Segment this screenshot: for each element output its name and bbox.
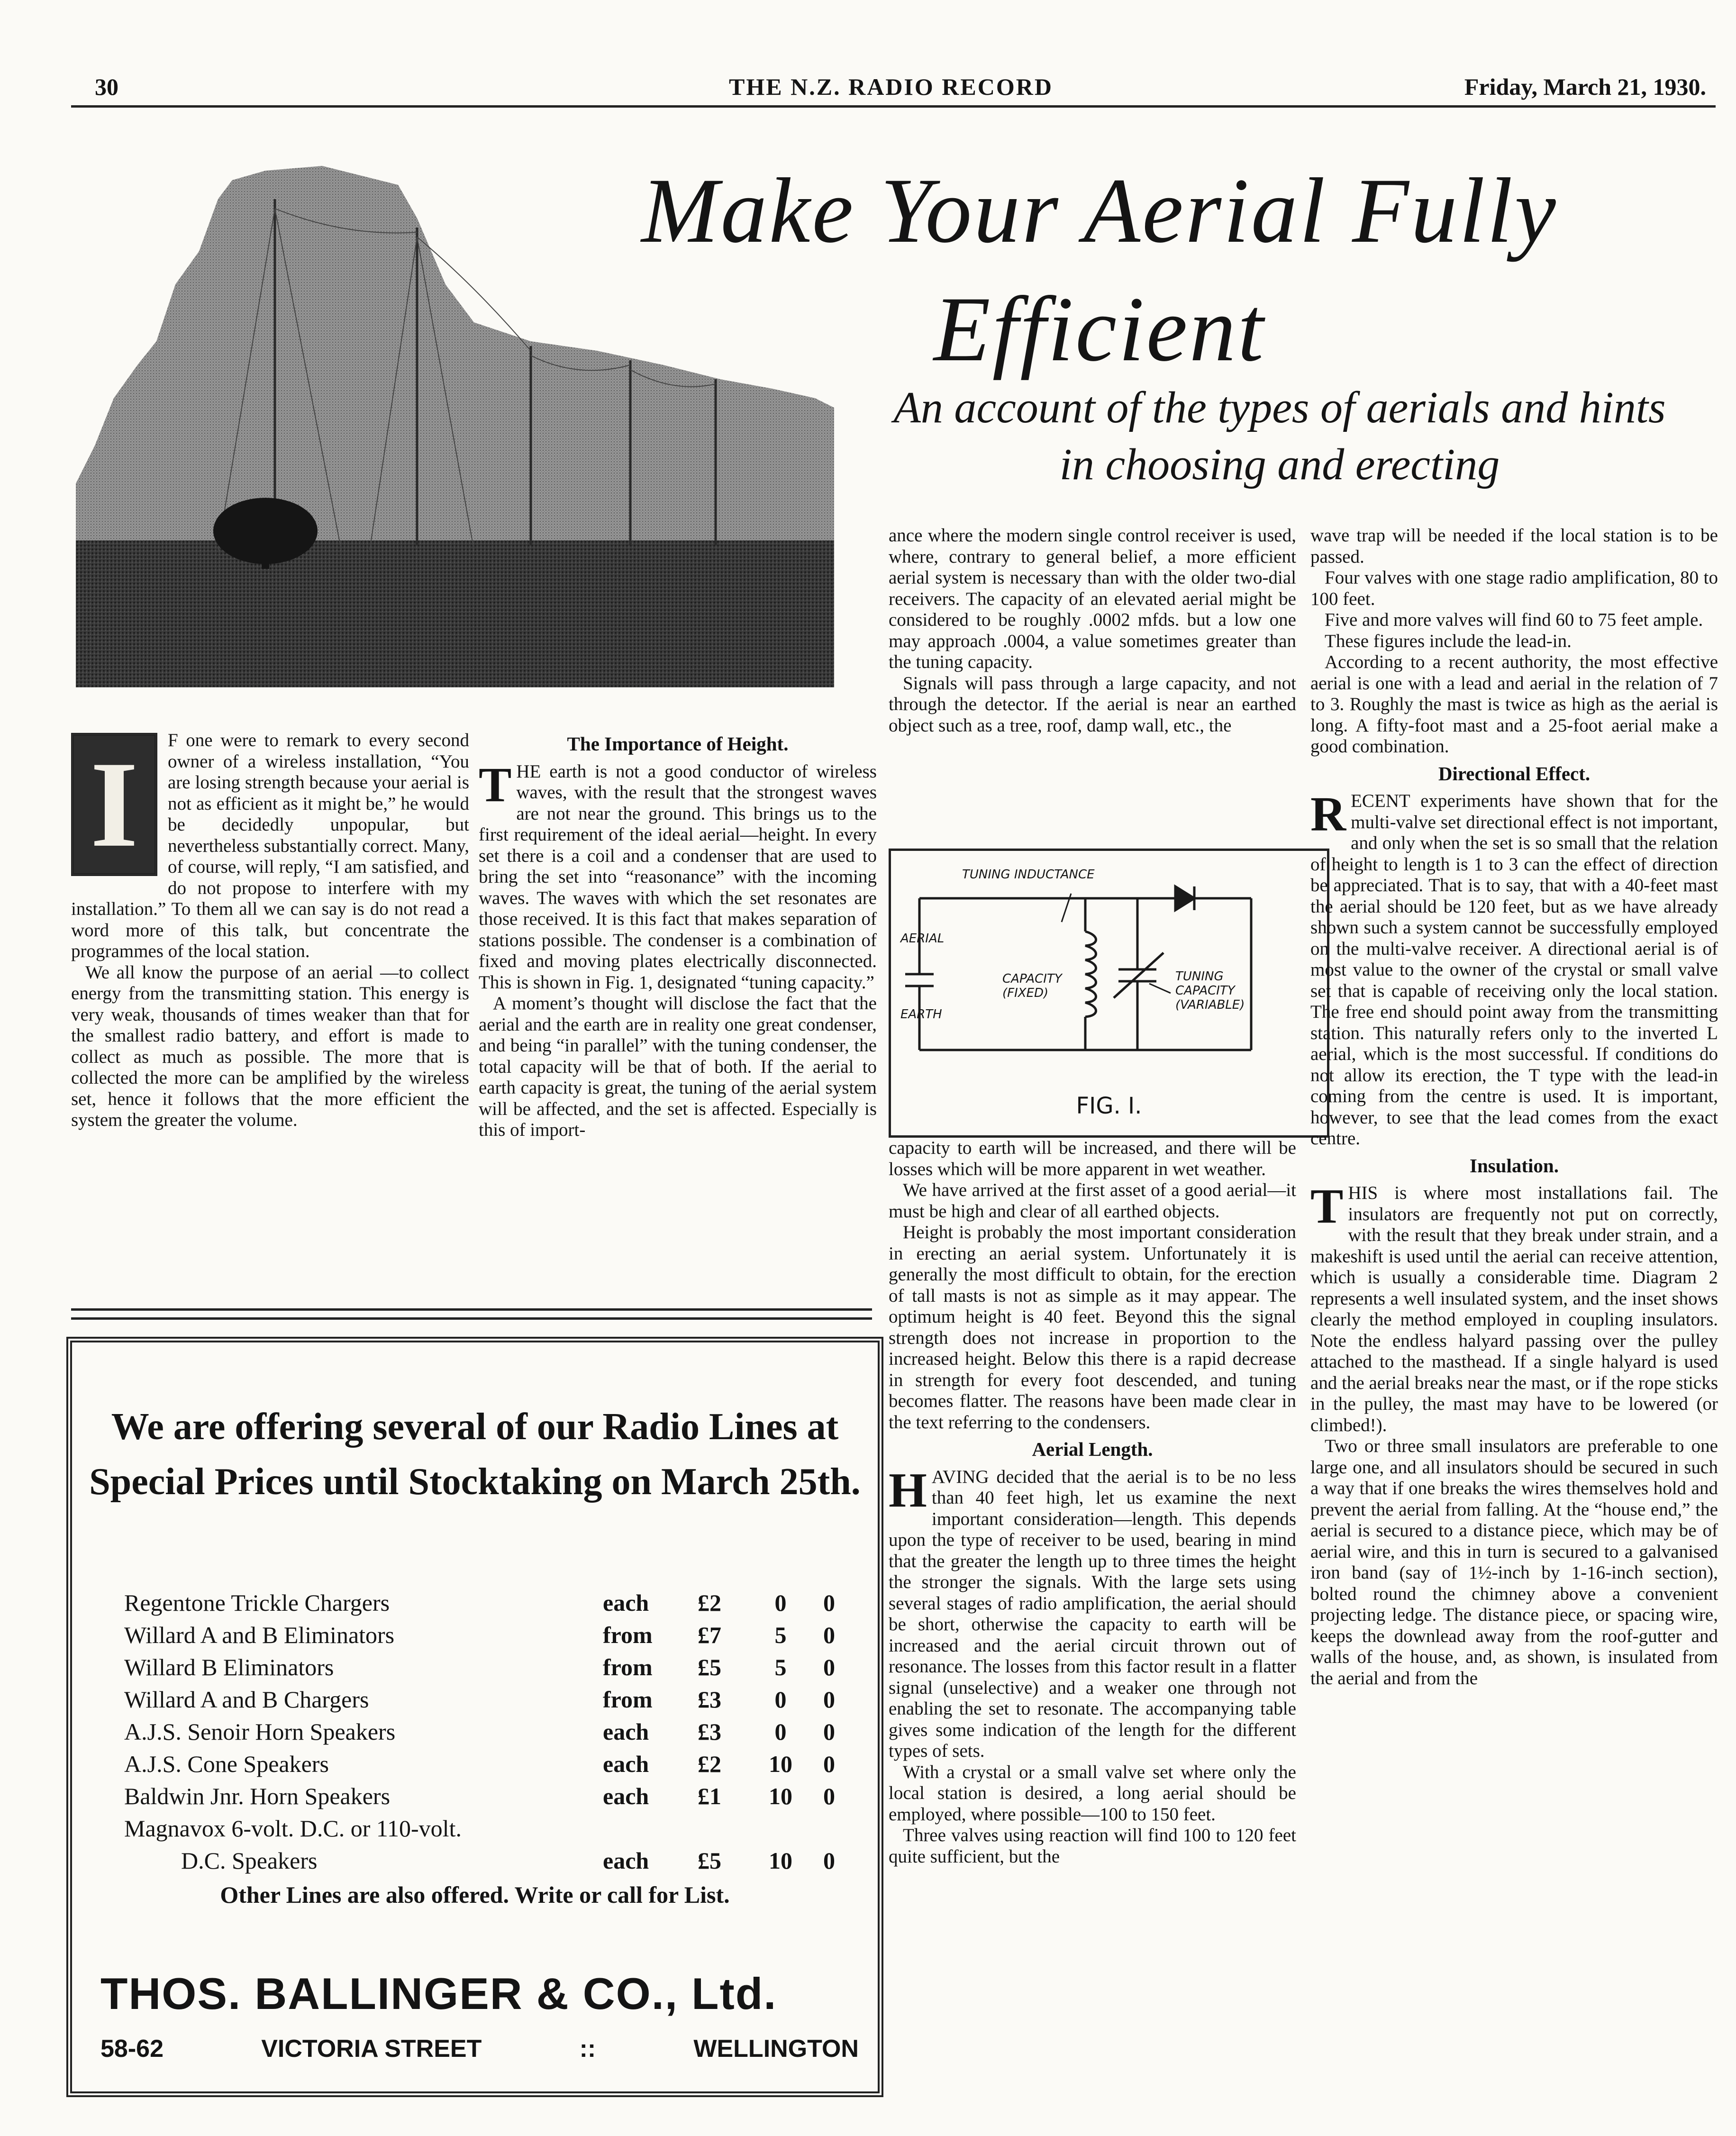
item-pounds: £7 (698, 1622, 721, 1648)
col4-paragraph-2: Four valves with one stage radio amplification, 80 to 100 feet. (1310, 567, 1718, 609)
dropcap: R (1310, 787, 1346, 841)
item-unit: each (603, 1847, 649, 1874)
column-3-top (889, 525, 1296, 736)
issue-date: Friday, March 21, 1930. (1464, 73, 1706, 100)
address-separator: :: (579, 2035, 596, 2063)
item-unit: each (603, 1751, 649, 1777)
page-number: 30 (95, 73, 118, 100)
column-2 (479, 728, 877, 1141)
col4-paragraph-6: ECENT experiments have shown that for the multi-valve set directional effect is not important, and only when the set is so small that the relation of height to length is 1 to 3 can the effect of direction be appreciated. That is to say, that with a 40-feet mast the aerial should be 120 feet, but as we have already shown such a system cannot be successfully employed on the multi-valve receiver. A directional aerial is of most value to the owner of the crystal or small valve set that is capable of receiving only the local station. The free end should point away from the transmitting station. This naturally refers only to the inverted L aerial, which is the most successful. If conditions do not allow its erection, the T type with the lead-in coming from the centre is used. It is important, however, to see that the lead comes from the exact centre. (1310, 791, 1718, 1149)
dropcap: T (479, 757, 512, 812)
price-row (124, 1750, 835, 1782)
item-name: Willard A and B Eliminators (124, 1622, 395, 1648)
label-tuning-inductance: TUNING INDUCTANCE (962, 867, 1095, 882)
item-shillings: 0 (774, 1686, 787, 1713)
col3-paragraph-2: Signals will pass through a large capacity, and not through the detector. If the aerial is near an earthed object such as a tree, roof, damp wall, etc., the (889, 673, 1296, 736)
heading-directional-effect: Directional Effect. (1438, 762, 1591, 785)
label-aerial: AERIAL (900, 931, 945, 946)
heading-importance-of-height: The Importance of Height. (567, 733, 789, 755)
item-name: Willard B Eliminators (124, 1654, 334, 1680)
item-pence: 0 (823, 1622, 835, 1648)
firm-name: THOS. BALLINGER & CO., Ltd. (100, 1969, 777, 2018)
item-name: Regentone Trickle Chargers (124, 1589, 390, 1616)
item-pence: 0 (823, 1718, 835, 1745)
price-row (124, 1621, 835, 1653)
heading-insulation: Insulation. (1469, 1154, 1559, 1177)
item-shillings: 5 (774, 1622, 787, 1648)
masthead (71, 71, 1711, 109)
article-subtitle: An account of the types of aerials and hints in choosing and erecting (893, 383, 1666, 489)
figure-caption: FIG. I. (1076, 1093, 1142, 1119)
masthead-rule (71, 105, 1716, 108)
item-name: Magnavox 6-volt. D.C. or 110-volt. (124, 1815, 462, 1842)
address-number: 58-62 (100, 2035, 164, 2063)
column-1 (71, 730, 469, 1131)
col4-paragraph-5: According to a recent authority, the most effective aerial is one with a lead and aerial in the relation of 7 to 3. Roughly the mast is twice as high as the aerial is long. A fifty-foot mast and a 25-foot aerial make a good combination. (1310, 652, 1718, 757)
col3-paragraph-7: With a crystal or a small valve set where only the local station is desired, a long aerial should be employed, where possible—100 to 150 feet. (889, 1762, 1296, 1825)
heading-aerial-length: Aerial Length. (1032, 1438, 1153, 1460)
col4-paragraph-7: HIS is where most installations fail. The insulators are frequently not put on correctly, with the result that they break under strain, and a makeshift is used until the aerial can receive attention, which is usually a considerable time. Diagram 2 represents a well insulated system, and the inset shows clearly the method employed in coupling insulators. Note the endless halyard passing over the pulley attached to the masthead. If a single halyard is used and the aerial breaks near the mast, or if the rope sticks in the pulley, the mast may have to be lowered (or climbed!). (1310, 1183, 1718, 1435)
item-pence: 0 (823, 1847, 835, 1874)
item-shillings: 5 (774, 1654, 787, 1680)
item-name: D.C. Speakers (181, 1847, 318, 1874)
col1-paragraph-2: We all know the purpose of an aerial —to collect energy from the transmitting station. This energy is very weak, thousands of times weaker than that for the smallest radio battery, and effort is made to collect as much as possible. The more that is collected the more can be amplified by the wireless set, hence it follows that the more efficient the system the greater the volume. (71, 962, 469, 1130)
fig-1-circuit-diagram (889, 849, 1329, 1138)
item-shillings: 0 (774, 1589, 787, 1616)
item-pence: 0 (823, 1654, 835, 1680)
col3-paragraph-5: Height is probably the most important consideration in erecting an aerial system. Unfortunately it is generally the most difficult to obtain, for the erection of tall masts is not as simple as it may appear. The optimum height is 40 feet. Beyond this the signal strength does not increase in proportion to the increased height. Below this there is a rapid decrease in strength for every foot descended, and tuning becomes flatter. The reasons have been made clear in the text referring to the condensers. (889, 1222, 1296, 1433)
col3-paragraph-8: Three valves using reaction will find 100 to 120 feet quite sufficient, but the (889, 1825, 1296, 1867)
price-list (124, 1589, 835, 1879)
item-shillings: 0 (774, 1718, 787, 1745)
item-shillings: 10 (769, 1783, 792, 1809)
item-name: Willard A and B Chargers (124, 1686, 369, 1713)
price-row (124, 1815, 835, 1847)
article-title: Make Your Aerial Fully Efficient (641, 159, 1558, 381)
column-4 (1310, 525, 1718, 1689)
price-row (124, 1718, 835, 1750)
col3-paragraph-1: ance where the modern single control receiver is used, where, contrary to general belief, a more efficient aerial system is necessary than with the older two-dial receivers. The capacity of an elevated aerial might be considered to be roughly .0002 mfds. but a low one may approach .0004, a value sometimes greater than the tuning capacity. (889, 525, 1296, 672)
item-unit: from (603, 1622, 653, 1648)
col4-paragraph-3: Five and more valves will find 60 to 75 feet ample. (1325, 610, 1703, 630)
col4-paragraph-4: These figures include the lead-in. (1325, 630, 1572, 651)
ad-headline: We are offering several of our Radio Lines at Special Prices until Stocktaking on March 25th. (89, 1406, 861, 1503)
address-city: WELLINGTON (693, 2035, 859, 2063)
label-tuning-capacity: TUNING CAPACITY (VARIABLE) (1175, 969, 1245, 1012)
item-pence: 0 (823, 1686, 835, 1713)
col4-paragraph-1: wave trap will be needed if the local station is to be passed. (1310, 525, 1718, 567)
item-pence: 0 (823, 1751, 835, 1777)
label-earth: EARTH (900, 1007, 942, 1022)
column-3-bottom (889, 1138, 1296, 1867)
item-name: Baldwin Jnr. Horn Speakers (124, 1783, 391, 1809)
address-street: VICTORIA STREET (261, 2035, 482, 2063)
item-pounds: £3 (698, 1686, 721, 1713)
ornate-initial: I (71, 733, 157, 876)
dropcap: T (1310, 1179, 1344, 1233)
price-row (124, 1847, 835, 1879)
price-row (124, 1653, 835, 1686)
item-pounds: £1 (698, 1783, 721, 1809)
price-row (124, 1686, 835, 1718)
item-unit: from (603, 1686, 653, 1713)
col3-paragraph-4: We have arrived at the first asset of a good aerial—it must be high and clear of all earthed objects. (889, 1180, 1296, 1222)
item-pounds: £2 (698, 1589, 721, 1616)
col3-paragraph-6: AVING decided that the aerial is to be no less than 40 feet high, let us examine the next important consideration—length. This depends upon the type of receiver to be used, bearing in mind that the greater the length up to three times the height the stronger the signals. With the large sets using several stages of radio amplification, the aerial should be short, otherwise the capacity to earth will be increased and the aerial circuit thrown out of resonance. The losses from this factor result in a flatter signal (unselective) and a weaker one through not enabling the set to resonate. The accompanying table gives some indication of the length for the different types of sets. (889, 1466, 1296, 1761)
price-row (124, 1589, 835, 1621)
item-name: A.J.S. Cone Speakers (124, 1751, 329, 1777)
item-unit: each (603, 1589, 649, 1616)
paper-title: THE N.Z. RADIO RECORD (729, 73, 1053, 100)
item-unit: from (603, 1654, 653, 1680)
col2-paragraph-1: HE earth is not a good conductor of wireless waves, with the result that the strongest waves are not near the ground. This brings us to the first requirement of the ideal aerial—height. In every set there is a coil and a condenser that are used to bring the set into “reasonance” with the incoming waves. The waves with which the set resonates are those received. It is this fact that makes separation of stations possible. The condenser is a combination of fixed and moving plates electrically disconnected. This is shown in Fig. 1, designated “tuning capacity.” (479, 761, 877, 993)
col3-paragraph-3: capacity to earth will be increased, and there will be losses which will be more apparent in wet weather. (889, 1138, 1296, 1179)
label-capacity-fixed: CAPACITY (FIXED) (1002, 972, 1062, 1000)
item-shillings: 10 (769, 1751, 792, 1777)
item-pounds: £5 (698, 1847, 721, 1874)
dropcap: H (889, 1462, 927, 1517)
col2-paragraph-2: A moment’s thought will disclose the fact that the aerial and the earth are in reality one great condenser, and being “in parallel” with the tuning condenser, the total capacity will be that of both. If the aerial to earth capacity is great, the tuning of the aerial system will be affected, and the set is affected. Especially is this of import- (479, 993, 877, 1140)
item-pounds: £5 (698, 1654, 721, 1680)
item-pounds: £2 (698, 1751, 721, 1777)
item-unit: each (603, 1718, 649, 1745)
col4-paragraph-8: Two or three small insulators are preferable to one large one, and all insulators should be secured in such a way that if one breaks the wires themselves hold and prevent the aerial from falling. At the “house end,” the aerial is secured to a distance piece, which may be of aerial wire, and this in turn is secured to a galvanised iron band (say of 1½-inch by 1-16-inch section), bolted round the chimney above a convenient projecting ledge. The distance piece, or spacing wire, keeps the downlead away from the roof-gutter and walls of the house, and, as shown, is insulated from the aerial and from the (1310, 1436, 1718, 1689)
item-pence: 0 (823, 1783, 835, 1809)
firm-address (100, 2035, 859, 2063)
item-unit: each (603, 1783, 649, 1809)
ballinger-advertisement (66, 1337, 883, 2097)
item-shillings: 10 (769, 1847, 792, 1874)
other-lines-note: Other Lines are also offered. Write or call for List. (220, 1881, 730, 1908)
item-pounds: £3 (698, 1718, 721, 1745)
item-pence: 0 (823, 1589, 835, 1616)
col1-paragraph-1: F one were to remark to every second owner of a wireless installation, “You are losing strength because your aerial is not as efficient as it might be,” he would be decidedly unpopular, but nevertheless substantially correct. Many, of course, will reply, “I am satisfied, and do not propose to interfere with my installation.” To them all we can say is do not read a word more of this talk, but concentrate the programmes of the local station. (71, 730, 469, 961)
section-rule (71, 1308, 872, 1320)
item-name: A.J.S. Senoir Horn Speakers (124, 1718, 396, 1745)
price-row (124, 1782, 835, 1815)
